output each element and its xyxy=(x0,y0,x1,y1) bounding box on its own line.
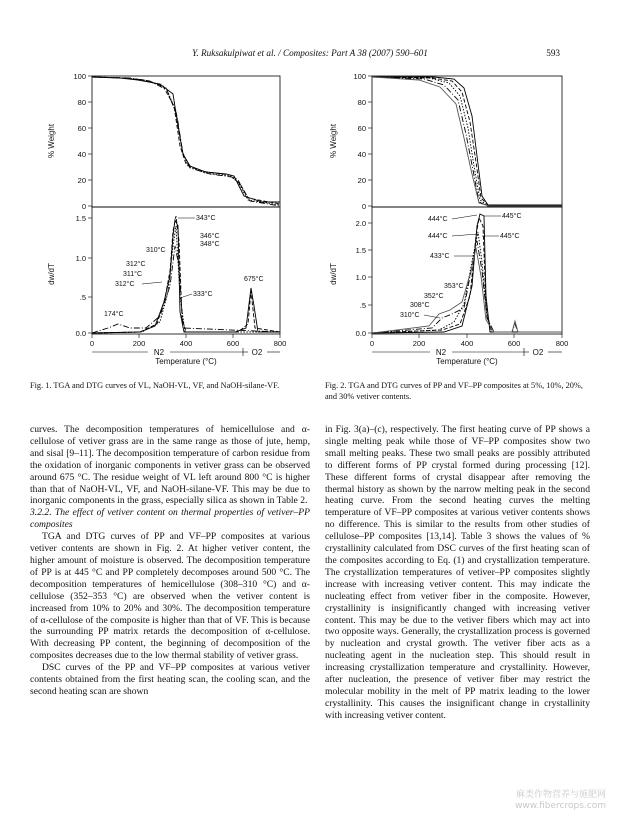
fig2-xtick: 0 xyxy=(369,339,375,348)
fig2-tga-curve-20 xyxy=(372,77,562,206)
fig2-xtick: 800 xyxy=(555,339,569,348)
left-paragraph: TGA and DTG curves of PP and VF–PP composites at various vetiver contents are shown in Fig. 2. At higher vetiver content, the higher amount of moisture is observed. The decomposition temperature of PP is at 445 °C and PP completely decomposes around 500 °C. The decomposition temperatures of hemicellulose (308–310 °C) and α-cellulose (352–353 °C) are observed when the vetiver content is increased from 10% to 20% and 30%. The decomposition temperature of α-cellulose of the composite is higher than that of VF. This is because the surrounding PP matrix retards the decomposition of α-cellulose. With decreasing PP content, the beginning of decomposition of the composites decreases due to the low thermal stability of vetiver grass. xyxy=(30,531,310,662)
fig1-annot: 310°C xyxy=(146,247,166,254)
fig1-dtg-ytick: 1.0 xyxy=(75,254,86,263)
right-paragraph: in Fig. 3(a)–(c), respectively. The first heating curve of PP shows a single melting peak while those of VF–PP composites show two small melting peaks. These two small peaks are possibly attributed to different forms of PP crystal formed during processing [12]. These different forms of crystal disappear after removing the thermal history as shown by the narrow melting peak in the second heating curve. From the second heating curves the melting temperature of VF–PP composites at various vetiver contents shows no difference. This is similar to the results from other studies of cellulose–PP composites [13,14]. Table 3 shows the values of % crystallinity calculated from DSC curves of the first heating scan of the composites according to Eq. (1) and crystallization temperature. The crystallization temperatures of vetiver–PP composites slightly increase with increasing vetiver content. This may indicate the nucleating effect from vetiver fiber in the composite. However, crystallinity is insignificantly changed with increasing vetiver content. This may be due to the vetiver fibers which may act into two opposite ways. Generally, the crystallization process is governed by nucleation and crystal growth. The vetiver fiber acts as a nucleating agent in the nucleation step. This should result in increasing crystallization temperature and crystallinity. However, after nucleation, the presence of vetiver fiber may restrict the molecular mobility in the melt of PP matrix leading to the lower crystallinity. This causes the insignificant change in crystallinity with increasing vetiver content. xyxy=(325,424,590,721)
fig2-annot: 433°C xyxy=(430,253,450,260)
fig1-xtick: 400 xyxy=(179,339,193,348)
fig2-tga-ytick: 80 xyxy=(357,98,366,107)
fig2-xtick: 600 xyxy=(507,339,521,348)
fig1-caption: Fig. 1. TGA and DTG curves of VL, NaOH-VL, VF, and NaOH-silane-VF. xyxy=(30,381,280,390)
fig2-tga-ytick: 60 xyxy=(357,124,366,133)
fig1-tga-curve-vl xyxy=(92,77,280,202)
fig1-tga-ytick: 80 xyxy=(77,98,86,107)
right-column xyxy=(325,424,590,722)
watermark-cn: 麻类作物营养与施肥网 xyxy=(515,790,606,800)
fig1-annot: 311°C xyxy=(123,271,143,278)
fig1-tga-ytick: 20 xyxy=(77,176,86,185)
left-paragraph: curves. The decomposition temperatures of hemicellulose and α-cellulose of vetiver grass are in the same range as those of jute, hemp, and sisal [9–11]. The decomposition temperature of carbon residue from the oxidation of inorganic components in vetiver grass can be observed around 675 °C. The residue weight of VL left around 800 °C is higher than that of NaOH-VL, VF, and NaOH-silane-VF. This may be due to inorganic components in the grass, especially silica as shown in Table 2. xyxy=(30,424,310,507)
fig2-xtick: 400 xyxy=(460,339,474,348)
fig2-tga-curves xyxy=(372,77,562,206)
fig1-dtg-ytick: 0.0 xyxy=(75,329,86,338)
fig1-annot: 346°C xyxy=(200,233,220,240)
fig1-tga-curve-vf xyxy=(92,77,280,205)
fig2-caption: Fig. 2. TGA and DTG curves of PP and VF–PP composites at 5%, 10%, 20%, and 30% vetiver contents. xyxy=(325,381,583,401)
fig2-dtg-ytick: .5 xyxy=(359,301,366,310)
fig2-annot: 308°C xyxy=(410,302,430,309)
fig1-annot: 675°C xyxy=(244,276,264,283)
fig2-annot: 444°C xyxy=(428,216,448,223)
fig1-annot: 333°C xyxy=(193,291,213,298)
fig1-dtg-ytick: .5 xyxy=(79,293,86,302)
fig2-tga-yticks xyxy=(353,72,372,211)
fig2-atm-n2: N2 xyxy=(435,348,447,357)
fig1-annot: 312°C xyxy=(126,261,146,268)
fig1-annot: 343°C xyxy=(196,215,216,222)
fig2-dtg-ytick: 1.5 xyxy=(355,246,366,255)
fig1-xtick: 800 xyxy=(273,339,287,348)
section-heading: 3.2.2. The effect of vetiver content on thermal properties of vetiver–PP composites xyxy=(30,507,310,531)
fig2-dtg-curve-30 xyxy=(372,248,562,333)
fig1-annot: 348°C xyxy=(200,241,220,248)
fig1-tga-ytick: 60 xyxy=(77,124,86,133)
fig1-xtick: 0 xyxy=(89,339,95,348)
fig1-atm-n2: N2 xyxy=(153,348,165,357)
fig1-annotations xyxy=(104,214,264,318)
fig1-xtick: 200 xyxy=(132,339,146,348)
fig1-dtg-curve-naoh-silane-vf xyxy=(92,246,280,333)
site-watermark xyxy=(515,790,606,812)
fig1-tga-ytick: 40 xyxy=(77,150,86,159)
fig1-tga-curve-naoh-vl xyxy=(92,77,280,204)
fig2-xlabel: Temperature (°C) xyxy=(436,357,498,366)
fig2-annot: 444°C xyxy=(428,233,448,240)
fig1-dtg-ytick: 1.5 xyxy=(75,214,86,223)
fig2-atm-o2: O2 xyxy=(532,348,544,357)
fig1-annot: 312°C xyxy=(115,281,135,288)
fig2-dtg-curve-20 xyxy=(372,241,562,333)
fig2-tga-ytick: 0 xyxy=(361,202,366,211)
fig2-dtg-ytick: 2.0 xyxy=(355,219,366,228)
fig1-xlabel: Temperature (°C) xyxy=(155,357,217,366)
fig2-tga-ytick: 20 xyxy=(357,176,366,185)
fig2-dtg-ytick: 1.0 xyxy=(355,273,366,282)
fig2-annot: 445°C xyxy=(502,213,522,220)
fig1-tga-ytick: 0 xyxy=(81,202,86,211)
fig2-annot: 445°C xyxy=(500,233,520,240)
fig2-tga-ytick: 40 xyxy=(357,150,366,159)
fig2-dtg-ytick: 0.0 xyxy=(355,329,366,338)
fig2-tga-ylabel: % Weight xyxy=(329,123,338,159)
fig1-dtg-yticks xyxy=(76,214,92,338)
figure-1 xyxy=(30,66,300,366)
fig2-dtg-yticks xyxy=(356,219,372,338)
fig1-tga-yticks xyxy=(73,72,92,211)
fig1-dtg-ylabel: dw/dT xyxy=(47,263,56,285)
left-paragraph: DSC curves of the PP and VF–PP composites at various vetiver contents obtained from the first heating scan, the cooling scan, and the second heating scan are shown xyxy=(30,662,310,697)
fig1-tga-ytick: 100 xyxy=(73,72,86,81)
fig2-xticks xyxy=(370,334,568,348)
fig1-annot: 174°C xyxy=(104,311,124,318)
page-number: 593 xyxy=(546,48,560,58)
fig1-tga-curves xyxy=(92,77,280,206)
watermark-url: www.fibercrops.com xyxy=(515,801,606,811)
fig1-tga-ylabel: % Weight xyxy=(47,123,56,159)
fig2-tga-ytick: 100 xyxy=(353,72,366,81)
fig1-atm-o2: O2 xyxy=(251,348,263,357)
fig2-annot: 352°C xyxy=(424,293,444,300)
fig1-tga-frame xyxy=(92,76,280,207)
figure-2 xyxy=(314,66,590,366)
fig1-xticks xyxy=(90,334,286,348)
fig2-dtg-ylabel: dw/dT xyxy=(329,263,338,285)
fig2-annot: 353°C xyxy=(444,283,464,290)
fig1-xtick: 600 xyxy=(226,339,240,348)
running-title: Y. Ruksakulpiwat et al. / Composites: Part A 38 (2007) 590–601 xyxy=(192,48,428,58)
fig2-xtick: 200 xyxy=(412,339,426,348)
fig2-annot: 310°C xyxy=(400,312,420,319)
fig1-tga-curve-naoh-silane-vf xyxy=(92,77,280,206)
left-column xyxy=(30,424,310,698)
